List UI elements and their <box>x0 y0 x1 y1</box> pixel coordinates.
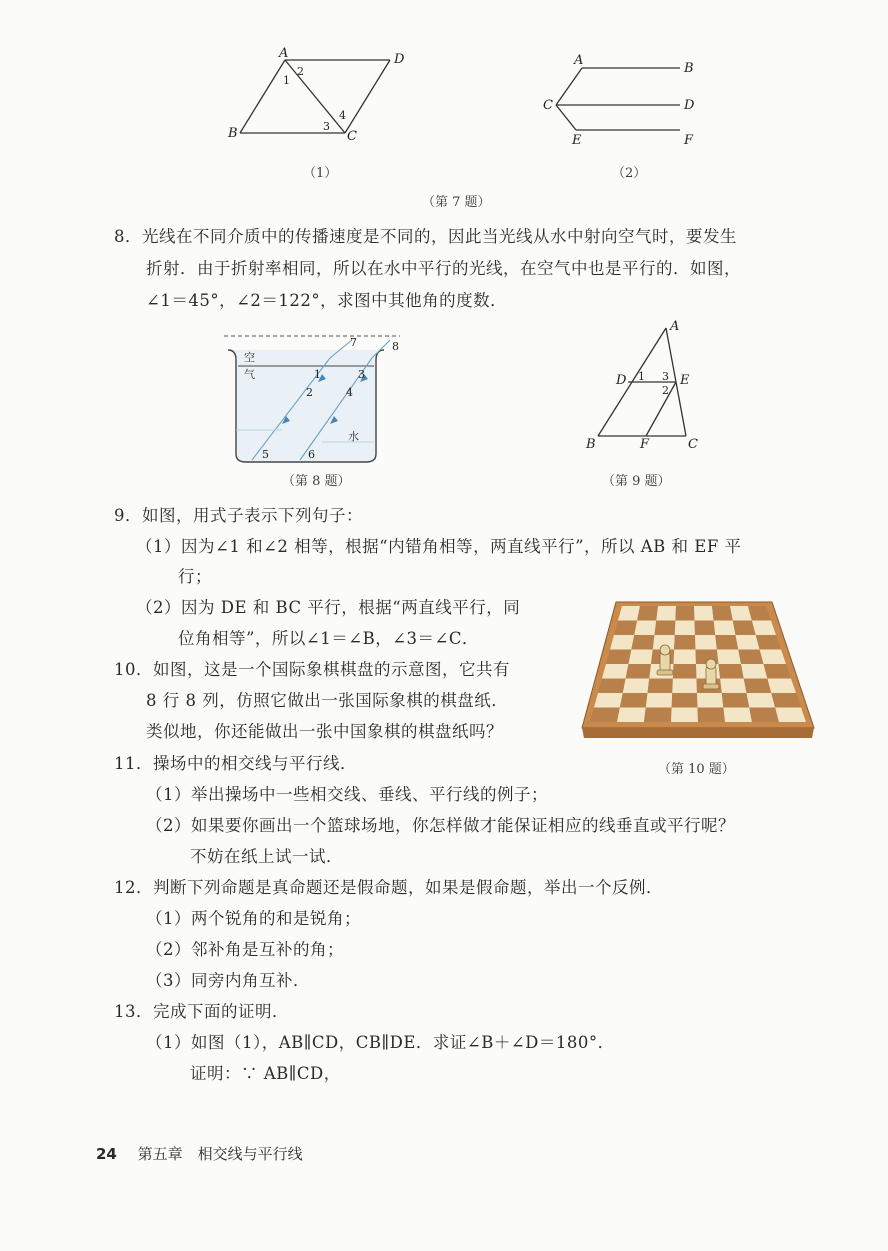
problem-9-line-2: （1）因为∠1 和∠2 相等，根据“内错角相等，两直线平行”，所以 AB 和 EF 平 <box>136 537 742 556</box>
problem-9-line-5: 位角相等”，所以∠1＝∠B，∠3＝∠C． <box>178 629 479 648</box>
problem-13-line-3: 证明：∵ AB∥CD， <box>190 1064 341 1083</box>
chess-square <box>723 708 752 723</box>
chess-square <box>695 621 716 636</box>
figure-8-beaker <box>222 330 412 470</box>
point-label: A <box>670 319 680 334</box>
chess-square <box>747 693 776 708</box>
point-label: F <box>684 133 694 148</box>
problem-11-line-4: 不妨在纸上试一试． <box>190 847 343 866</box>
chess-square <box>695 635 717 650</box>
page-number: 24 <box>96 1145 117 1163</box>
point-label: D <box>616 373 627 388</box>
angle-label: 4 <box>339 109 346 122</box>
chess-square <box>637 606 658 621</box>
point-label: C <box>347 129 357 144</box>
chess-square <box>719 664 744 679</box>
figure-9-triangle <box>580 316 720 456</box>
chess-square <box>698 708 726 723</box>
chess-square <box>733 621 756 636</box>
chess-square <box>722 693 750 708</box>
chess-square <box>606 650 631 665</box>
angle-label: 2 <box>297 65 304 78</box>
angle-label: 6 <box>308 448 315 461</box>
chess-square <box>629 650 653 665</box>
chess-square <box>697 693 723 708</box>
problem-9-line-4: （2）因为 DE 和 BC 平行，根据“两直线平行，同 <box>136 598 521 617</box>
chess-square <box>623 679 650 694</box>
chess-square <box>617 708 646 723</box>
problem-11-line-2: （1）举出操场中一些相交线、垂线、平行线的例子； <box>146 785 548 804</box>
chess-square <box>655 621 676 636</box>
chess-square <box>744 679 772 694</box>
chess-square <box>672 679 697 694</box>
page-footer <box>96 1143 303 1164</box>
problem-8-line-2: 折射．由于折射率相同，所以在水中平行的光线，在空气中也是平行的．如图， <box>146 259 741 278</box>
angle-label: 3 <box>323 120 330 133</box>
angle-label: 3 <box>662 370 669 383</box>
problem-12-line-4: （3）同旁内角互补． <box>146 971 310 990</box>
figure-8-caption: （第 8 题） <box>282 474 351 489</box>
problem-10-line-1: 10．如图，这是一个国际象棋棋盘的示意图，它共有 <box>114 660 510 679</box>
chess-square <box>675 621 695 636</box>
chess-square <box>602 664 629 679</box>
water-label: 水 <box>348 430 359 443</box>
chess-square <box>717 650 741 665</box>
chess-square <box>671 708 698 723</box>
problem-8-line-3: ∠1＝45°，∠2＝122°，求图中其他角的度数． <box>146 291 508 310</box>
problem-9-line-3: 行； <box>178 567 212 586</box>
figure-10-caption: （第 10 题） <box>658 762 735 777</box>
chess-square <box>656 606 676 621</box>
point-label: A <box>279 46 289 61</box>
chess-square <box>644 708 672 723</box>
chess-square <box>694 606 714 621</box>
chess-square <box>614 621 637 636</box>
chess-square <box>675 606 694 621</box>
angle-label: 1 <box>638 370 645 383</box>
point-label: A <box>574 53 584 68</box>
angle-label: 4 <box>346 386 353 399</box>
point-label: B <box>684 61 694 76</box>
chess-square <box>631 635 654 650</box>
angle-label: 8 <box>392 340 399 353</box>
figure-7-2-parallel-lines <box>540 50 710 150</box>
angle-label: 7 <box>350 336 357 349</box>
chess-square <box>590 708 620 723</box>
air-label: 空 <box>244 351 255 364</box>
problem-10-line-3: 类似地，你还能做出一张中国象棋的棋盘纸吗？ <box>146 722 503 741</box>
problem-11-line-3: （2）如果要你画出一个篮球场地，你怎样做才能保证相应的线垂直或平行呢？ <box>146 816 735 835</box>
chess-square <box>767 679 796 694</box>
chess-square <box>626 664 651 679</box>
chapter-title: 第五章 相交线与平行线 <box>137 1145 303 1163</box>
point-label: E <box>680 373 690 388</box>
chess-square <box>674 635 695 650</box>
chess-square <box>775 708 806 723</box>
point-label: B <box>228 126 238 141</box>
problem-12-line-1: 12．判断下列命题是真命题还是假命题，如果是假命题，举出一个反例． <box>114 878 663 897</box>
point-label: C <box>543 98 553 113</box>
point-label: B <box>586 437 596 452</box>
chess-square <box>741 664 767 679</box>
chess-square <box>598 679 626 694</box>
chess-square <box>620 693 648 708</box>
figure-7-caption: （第 7 题） <box>422 195 491 210</box>
point-label: C <box>688 437 698 452</box>
figure-7-1-caption: （1） <box>303 166 338 181</box>
angle-label: 2 <box>306 386 313 399</box>
angle-label: 2 <box>662 384 669 397</box>
problem-10-line-2: 8 行 8 列，仿照它做出一张国际象棋的棋盘纸． <box>146 691 509 710</box>
chess-square <box>674 650 697 665</box>
problem-8-line-1: 8．光线在不同介质中的传播速度是不同的，因此当光线从水中射向空气时，要发生 <box>114 227 737 246</box>
figure-7-2-caption: （2） <box>612 166 647 181</box>
chess-square <box>738 650 763 665</box>
angle-label: 1 <box>314 368 321 381</box>
angle-label: 5 <box>262 448 269 461</box>
point-label: E <box>572 133 582 148</box>
chess-square <box>712 606 733 621</box>
problem-13-line-1: 13．完成下面的证明． <box>114 1002 289 1021</box>
chess-square <box>634 621 656 636</box>
figure-7-1-parallelogram <box>225 45 415 145</box>
chess-square <box>646 693 673 708</box>
chess-square <box>673 664 697 679</box>
problem-11-line-1: 11．操场中的相交线与平行线． <box>114 754 357 773</box>
problem-12-line-3: （2）邻补角是互补的角； <box>146 940 344 959</box>
chess-square <box>610 635 634 650</box>
chess-square <box>715 635 738 650</box>
chess-square <box>720 679 746 694</box>
angle-label: 3 <box>358 368 365 381</box>
chess-square <box>771 693 801 708</box>
figure-10-chessboard <box>580 594 818 744</box>
air-label: 气 <box>244 368 255 381</box>
angle-label: 1 <box>283 74 290 87</box>
problem-9-line-1: 9．如图，用式子表示下列句子： <box>114 506 363 525</box>
chess-square <box>714 621 736 636</box>
problem-13-line-2: （1）如图（1），AB∥CD，CB∥DE．求证∠B＋∠D＝180°． <box>146 1033 615 1052</box>
chess-square <box>672 693 698 708</box>
chess-square <box>749 708 779 723</box>
point-label: F <box>640 437 650 452</box>
chess-square <box>736 635 760 650</box>
chess-square <box>648 679 673 694</box>
point-label: D <box>394 52 405 67</box>
figure-9-caption: （第 9 题） <box>602 474 671 489</box>
problem-12-line-2: （1）两个锐角的和是锐角； <box>146 909 361 928</box>
point-label: D <box>684 98 695 113</box>
chess-square <box>594 693 623 708</box>
